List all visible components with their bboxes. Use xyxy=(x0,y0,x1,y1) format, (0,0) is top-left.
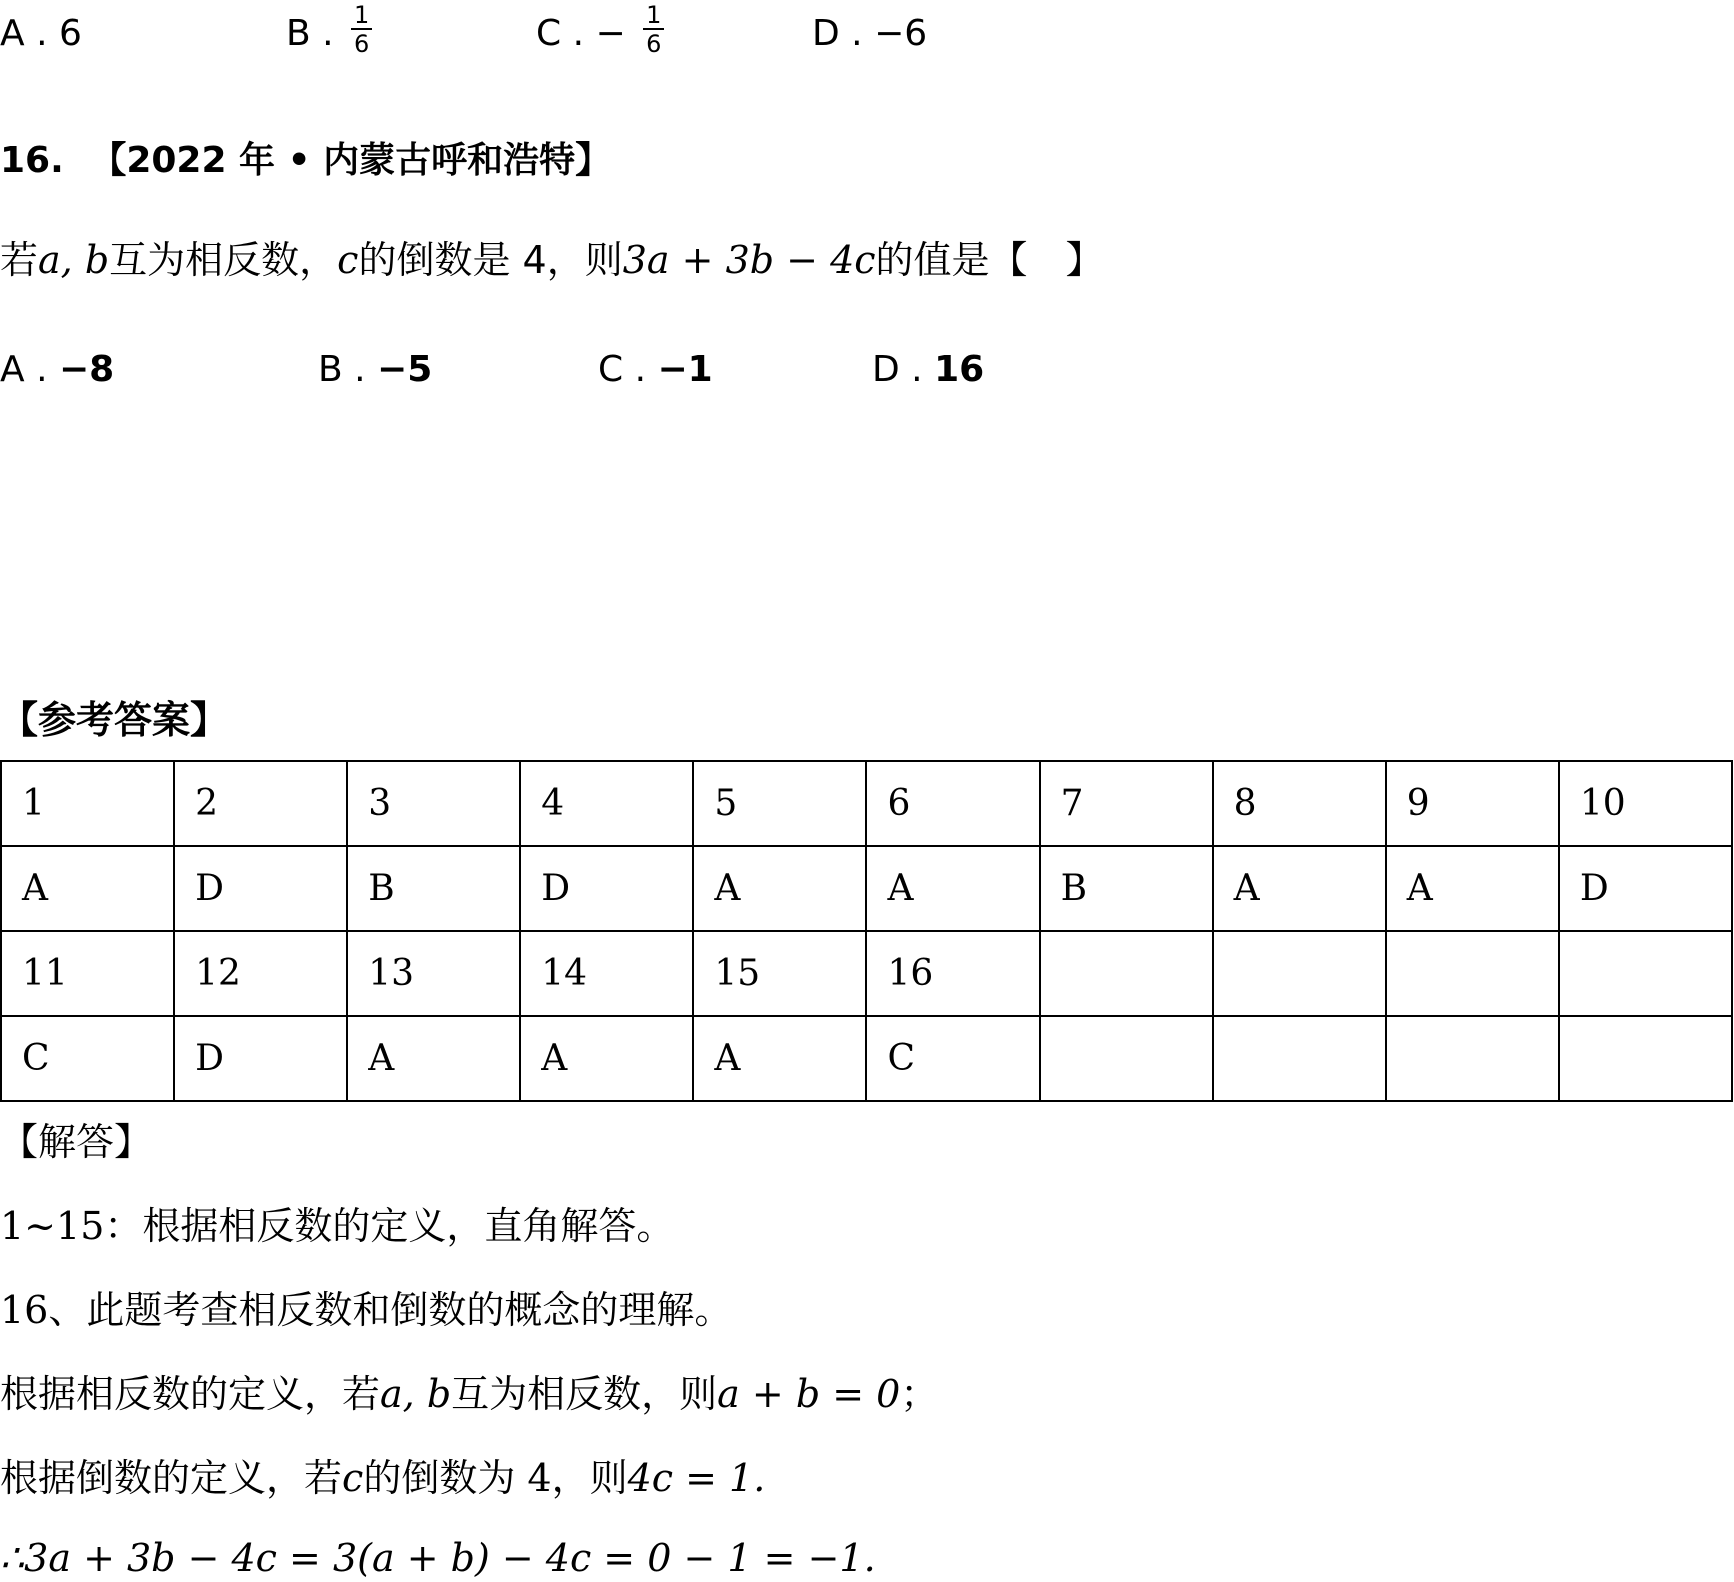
q15-option-a: A . 6 xyxy=(0,13,82,54)
table-cell xyxy=(1559,1016,1732,1101)
table-cell: D xyxy=(520,846,693,931)
table-cell: A xyxy=(866,846,1039,931)
table-cell xyxy=(1213,1016,1386,1101)
table-cell: D xyxy=(174,846,347,931)
table-cell: 9 xyxy=(1386,761,1559,846)
table-cell: 5 xyxy=(693,761,866,846)
table-cell: A xyxy=(693,846,866,931)
table-cell: 11 xyxy=(1,931,174,1016)
table-cell: 16 xyxy=(866,931,1039,1016)
q16-option-b: B . −5 xyxy=(318,349,433,390)
table-cell: 4 xyxy=(520,761,693,846)
option-value: 6 xyxy=(58,13,82,54)
table-cell: 7 xyxy=(1040,761,1213,846)
table-row xyxy=(1,761,1732,846)
table-cell xyxy=(1040,1016,1213,1101)
table-cell xyxy=(1040,931,1213,1016)
option-letter: B xyxy=(286,13,311,54)
table-cell xyxy=(1386,931,1559,1016)
solution-line-4: 根据倒数的定义，若c的倒数为 4，则4c = 1. xyxy=(0,1456,766,1500)
option-letter: A xyxy=(0,13,25,54)
table-cell: A xyxy=(1,846,174,931)
q16-option-c: C . −1 xyxy=(598,349,713,390)
solution-line-5: ∴3a + 3b − 4c = 3(a + b) − 4c = 0 − 1 = −1. xyxy=(0,1536,876,1580)
table-cell: 1 xyxy=(1,761,174,846)
table-cell: A xyxy=(347,1016,520,1101)
q15-option-c: C . − $\frac{1}{6}$ xyxy=(536,12,664,56)
solution-line-1: 1~15：根据相反数的定义，直角解答。 xyxy=(0,1204,675,1248)
solution-line-3: 根据相反数的定义，若a, b互为相反数，则a + b = 0； xyxy=(0,1372,939,1416)
table-cell: A xyxy=(693,1016,866,1101)
q16-header xyxy=(0,138,611,184)
table-row xyxy=(1,1016,1732,1101)
table-cell: 3 xyxy=(347,761,520,846)
table-cell: 15 xyxy=(693,931,866,1016)
table-cell: C xyxy=(866,1016,1039,1101)
question-number: 16. xyxy=(0,140,64,181)
table-cell: D xyxy=(1559,846,1732,931)
table-cell: 8 xyxy=(1213,761,1386,846)
option-letter: C xyxy=(536,13,562,54)
option-value: −6 xyxy=(874,13,928,54)
answer-heading: 【参考答案】 xyxy=(0,698,229,742)
table-cell: B xyxy=(347,846,520,931)
option-letter: D xyxy=(812,13,840,54)
question-source: 【2022 年 • 内蒙古呼和浩特】 xyxy=(90,140,612,181)
table-cell xyxy=(1559,931,1732,1016)
solution-heading: 【解答】 xyxy=(0,1120,153,1164)
q16-stem: 若a, b互为相反数，c的倒数是 4，则3a + 3b − 4c的值是【 】 xyxy=(0,238,1104,282)
table-cell: C xyxy=(1,1016,174,1101)
q16-option-d: D . 16 xyxy=(872,349,985,390)
table-cell: 10 xyxy=(1559,761,1732,846)
q15-option-d: D . −6 xyxy=(812,13,928,54)
table-cell: 2 xyxy=(174,761,347,846)
fraction: $\frac{1}{6}$ xyxy=(351,3,372,56)
table-row xyxy=(1,931,1732,1016)
table-cell: 6 xyxy=(866,761,1039,846)
table-cell: A xyxy=(1213,846,1386,931)
table-cell xyxy=(1213,931,1386,1016)
table-cell: A xyxy=(1386,846,1559,931)
table-cell: 14 xyxy=(520,931,693,1016)
q16-option-a: A . −8 xyxy=(0,349,115,390)
q15-option-b: B . $\frac{1}{6}$ xyxy=(286,12,372,56)
table-cell: B xyxy=(1040,846,1213,931)
table-cell: D xyxy=(174,1016,347,1101)
table-cell xyxy=(1386,1016,1559,1101)
table-cell: 12 xyxy=(174,931,347,1016)
fraction: $\frac{1}{6}$ xyxy=(643,3,664,56)
solution-line-2: 16、此题考查相反数和倒数的概念的理解。 xyxy=(0,1288,733,1332)
answer-table xyxy=(0,760,1733,1102)
table-cell: A xyxy=(520,1016,693,1101)
table-cell: 13 xyxy=(347,931,520,1016)
table-row xyxy=(1,846,1732,931)
